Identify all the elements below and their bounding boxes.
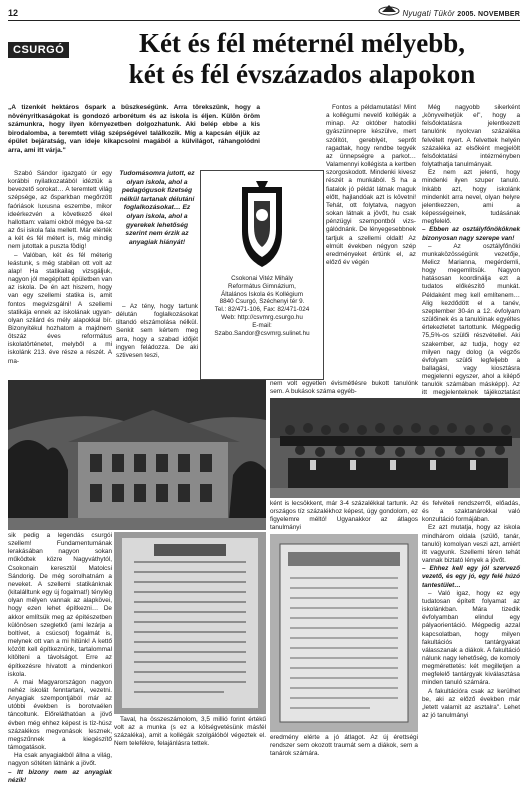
paragraph: Taval, ha összeszámolom, 3,5 millió forint értékű volt az a munka (s ez a kölségvetésünk másfél százaléka), amit a kollégák szolgálóból végeztek el. Nem telefékre, felajánlásra tettek. <box>114 716 266 748</box>
column-lower-2 <box>114 716 266 764</box>
paragraph: Ha csak anyagiakból állna a világ, nagyon sötéten látnánk a jövőt. <box>8 752 112 768</box>
school-type-2: Általános Iskola és Kollégium <box>221 290 303 298</box>
section-tag: CSURGÓ <box>8 42 69 58</box>
school-name: Csokonai Vitéz Mihály <box>231 275 293 282</box>
publication-name: Nyugati Tükör <box>402 9 455 18</box>
paragraph: és felvételi rendszerről, előadás, és a szaktanárokkal való konzultáció formájában. <box>422 500 520 524</box>
school-contact <box>204 275 320 337</box>
paragraph: – Ehhez kell egy jól szervező vezető, és egy jó, egy felé húzó tantestület… <box>422 565 520 589</box>
title-line-2: két és fél évszázados alapokon <box>128 59 476 89</box>
publication-logo-icon <box>378 4 400 18</box>
publication-date: 2005. NOVEMBER <box>457 11 520 18</box>
column-4 <box>422 104 520 398</box>
paragraph: Fontos a példamutatás! Mint a kollégumi nevelő kollégák a minap. Az október hatodiki gyászünnepre készülve, mert szólítót, gereblyét, seprőt ragadtak, hogy rendbe tegyék az ünnepségre a parkot… Valamennyi kollégista a kertben szorgoskodott. Mindenki kivesz részét a munkából. S ha a fiatalok jó példát látnak maguk előtt, hajlandóak azt is követni! Tehát, ott folytatva, nagyon sokan látnak a jövőt, hu csak pénzügyi szempontból vizsgálódnánk. De lényegesebbnek tartjuk a szellemi oldalt! Az elmúlt években négyon szép eredményeket értünk el, az előző év végén <box>326 104 416 266</box>
column-lower-1 <box>8 532 112 784</box>
paragraph: – Ebben az osztályfőnököknek bizonyosan nagy szerepe van! <box>422 226 520 242</box>
column-2 <box>116 303 198 379</box>
school-email-label: E-mail: <box>252 321 272 329</box>
pull-quote: Tudomásomra jutott, ez olyan iskola, ahol a pedagógusok fizetség nélkül tartanak délutáni foglalkozásokat… Ez olyan iskola, ahol a gyerekek lehetőség szerint nem érzik az anyagiak hiányát! <box>119 170 195 246</box>
historic-document-photo <box>114 532 266 714</box>
header-rule <box>8 20 520 21</box>
school-phone-fax: Tel.: 82/471-106, Fax: 82/471-024 <box>214 306 310 314</box>
column-lower-4 <box>422 500 520 764</box>
paragraph: A mai Magyarországon nagyon nehéz iskolát fenntartani, vezetni. Anyagiak szempontjából már az utóbbi években is borotvaélen táncoltunk. Előreláthatóan a jövő évben még ehhez képest is tíz-húsz százalékos megvonások lesznek, megszűnnek a kiegészítő támogatások. <box>8 678 112 752</box>
school-building-photo <box>8 380 266 530</box>
paragraph: eredmény elérte a jó átlagot. Az új érettségi rendszer sem okozott traumát sem a diákok, sem a tanárok számára. <box>270 734 418 758</box>
paragraph: sik pedig a legendás csurgói szellem! Fundamentumának lerakásában nagyon sokan működtek közre Nagyváthytól, Csokonain keresztül Matolcsi Sándorig. De még sorolhatnám a neveket. A szellemi statikánknak (kitalálltunk egy új fogalmat!) ténylég olyan mélyen vannak az alapkövei, hogy ezen lehet építkezni… De akkor említsük meg az építészetben különösen szegletkő (ami lezárja a boltívet, a csúcsot) fogalmát is, melynek ott van a mi hitünk! A kettő között kell építkeznünk, tartalommal kitölteni a távolságot. Erre az építkezésre hívatott a mindenkori iskola. <box>8 532 112 678</box>
paragraph: Ez azt mutatja, hogy az iskola mindhárom oldala (szülő, tanár, tanuló) komolyan veszi azt, amiért itt vagyunk. Szellemi téren tehát vannak biztató lények a jövőt. <box>422 524 520 565</box>
school-crest-icon <box>234 177 290 273</box>
historic-register-photo <box>270 534 418 732</box>
article-title <box>82 28 522 90</box>
column-3 <box>326 104 416 378</box>
school-web: Web: http://csvmrg.csurgo.hu <box>221 313 303 321</box>
class-group-photo <box>270 398 520 498</box>
title-line-1: Két és fél méternél mélyebb, <box>138 28 466 58</box>
column-lower-3-continued <box>270 734 418 764</box>
paragraph: Szabó Sándor igazgató úr egy korábbi nyilatkozatából idéztük a bevezető sorokat… A teremtett világ szépsége, az ősparkban megőrzött faóriások luxusna eszembe, mikor ideérkezvén a következő ékel hallottam: valami okból mégye ba-sz az ősi iskola fala mellett. Már elérték a két és fél métert is, még mindig nem jutottak a puszta födig! <box>8 170 112 251</box>
paragraph: ként is lecsökkent, már 3-4 százalékkal tartunk. Az országos tíz százalékhoz képest, úgy gondolom, ez figyelemre méltó! Ugyanakkor az átlagos tanulmányi <box>270 500 418 532</box>
column-1 <box>8 170 112 378</box>
paragraph: nem volt egyetlen évismétlésre bukott tanulónk sem. A bukások száma egyéb- <box>270 380 418 396</box>
paragraph: A fakultációra csak az kerülhet be, aki az előző években már „letett valamit az asztalra". Lehet az jó tanulmányi <box>422 687 520 720</box>
page-header <box>8 6 520 20</box>
paragraph: – Az osztályfőnöki munkaközösségünk vezetője, Melicz Marianna, megérdemli, hogy megemlítsük. Nagyon hatásosan koordinálja ezt a tudatos előkészítő munkát. Példaként meg kell említenem… Alig kezdődött el a tanév, szeptember 30-án a 12. évfolyam szülőinek és a tanulóinak egyéltes értekezletet tartottunk. Mégpedig 75,5%-os szülői részvétellel. Aki szakember, az tudja, hogy ez milyen nagy dolog (a végzős évfolyam szülői legfeljebb a ballagási, vagy kiosztásra megjelenni egyszer, ahol a kilépő tanulók számában másképp). Az itt megjelenteknek tájékoztatást <box>422 242 520 397</box>
column-lower-3 <box>270 500 418 534</box>
column-3-continued <box>270 380 418 398</box>
paragraph: Ez nem azt jelenti, hogy mindenki ilyen szuper tanuló. Inkább azt, hogy iskolánk mindenkit arra nevel, olyan helyre jelentkezzen, ami a képességeinek, tudásának megfelelő. <box>422 169 520 226</box>
article-lead: „A tizenkét hektáros őspark a büszkeségünk. Arra törekszünk, hogy a növényritkaságokat is gondozó arborétum és az iskola is éljen. Külön öröm számunkra, hogy ilyen környezetben dolgozhatunk. Aki belép ebbe a kis birodalomba, a teremtett világ szépségével találkozik. Míg a kapcsán éljük az épület bejáratság, van ideje kikapcsolni magából a külvilágot, ráhangolódni arra, ami itt várja." <box>8 104 260 154</box>
page-number: 12 <box>8 8 19 18</box>
paragraph: – Valóban, két és fél méterig leástunk, s még stabilan ott volt az alap! Ha statikailag vizsgáljuk, nagyon jól megépített épületben van az iskola. De én azt hiszem, hogy van egy szellemi statika is, amit fontos megvizsgálni! A szellemi statikája ennek az iskolának ugyanolyan szilárd és mély alapokkal bír. Bizonyítékul hozhatom a majdnem ötszáz éves református iskolatörténetet, melyből a mi iskolánk 213. éve része a részét. A ma- <box>8 251 112 365</box>
paragraph: – Az tény, hogy tartunk délután foglalkozásokat tiltandó elszámolása nélkül. Senkit sem kértem meg arra, hogy a szabad időjét ingyen feládozza. De aki sztivesen teszi, <box>116 303 198 359</box>
paragraph: – Itt bizony nem az anyagiak nézik! <box>8 768 112 784</box>
school-info-box <box>200 170 324 380</box>
publication-info <box>402 9 520 18</box>
school-email: Szabo.Sandor@csvmrg.sulinet.hu <box>214 329 310 337</box>
school-address: 8840 Csurgó, Széchenyi tér 9. <box>219 298 305 306</box>
paragraph: Még nagyobb sikerként „könyvelhetjük el", hogy a felsőoktatásra jelentkezett tanulónk nyolcvan százaléka felvételt nyert. A felvettek helyén százaléka az elsőként megjelölt felsőoktatási intézményben folytathatja tanulmányait. <box>422 104 520 169</box>
paragraph: – Való igaz, hogy ez egy tudatosan épített folyamat az iskolánkban. Mára tizedik évfolyamban elindul egy pályaorientáció. Mégpedig azzal kapcsolatban, hogy milyen fakultációs tantárgyakat válasszanak a diákok. A fakultáció nálunk nagy lehetőség, de komoly megmérettetés: két megilletjen a megfelelő tantárgyak kiválasztása minden tanuló számára. <box>422 589 520 687</box>
school-type-1: Református Gimnázium, <box>228 282 296 290</box>
